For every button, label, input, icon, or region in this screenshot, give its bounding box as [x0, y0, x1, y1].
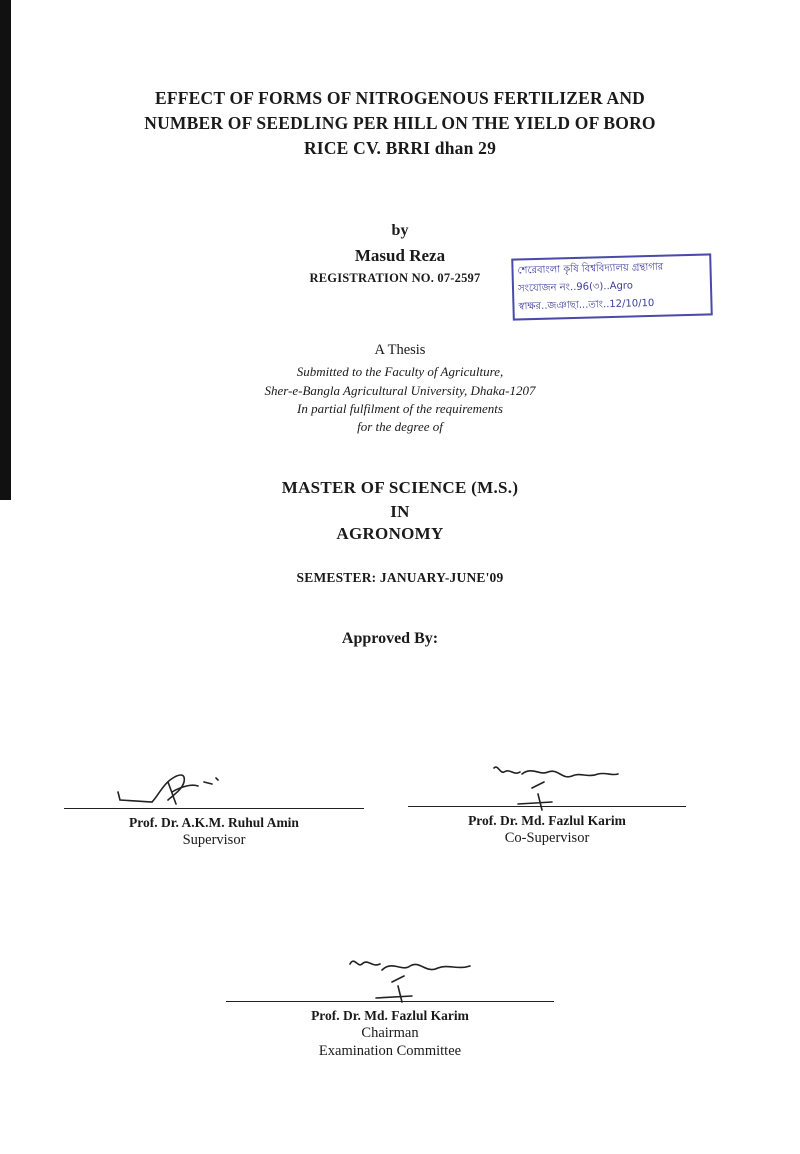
co-supervisor-name: Prof. Dr. Md. Fazlul Karim [468, 813, 626, 828]
thesis-label: A Thesis [374, 342, 426, 358]
chairman-role: Chairman [361, 1025, 419, 1041]
library-stamp [511, 253, 713, 320]
stamp-line-1: শেরেবাংলা কৃষি বিশ্ববিদ্যালয় গ্রন্থাগার [517, 261, 664, 277]
chairman-signature-line [226, 1001, 554, 1002]
submission-line-4: for the degree of [357, 419, 443, 434]
title-line-1: EFFECT OF FORMS OF NITROGENOUS FERTILIZER AND [154, 88, 646, 108]
co-supervisor-signature-line [408, 806, 686, 807]
supervisor-signature [112, 756, 242, 812]
degree-subject: AGRONOMY [336, 524, 444, 543]
co-supervisor-block [408, 806, 686, 847]
supervisor-name: Prof. Dr. A.K.M. Ruhul Amin [129, 815, 299, 830]
chairman-name: Prof. Dr. Md. Fazlul Karim [311, 1008, 469, 1023]
title-line-3: RICE CV. BRRI dhan 29 [303, 138, 497, 158]
degree-in: IN [390, 502, 410, 521]
author-name: Masud Reza [354, 246, 446, 265]
scan-edge [0, 0, 11, 500]
semester: SEMESTER: JANUARY-JUNE'09 [296, 570, 504, 585]
chairman-signature [342, 948, 492, 1006]
supervisor-block [64, 808, 364, 849]
supervisor-signature-line [64, 808, 364, 809]
co-supervisor-role: Co-Supervisor [504, 830, 590, 846]
thesis-title [60, 86, 740, 161]
stamp-line-3: স্বাক্ষর..জঞাছা...তাং..12/10/10 [518, 297, 655, 313]
supervisor-role: Supervisor [182, 832, 246, 848]
examination-committee-label: Examination Committee [318, 1043, 462, 1059]
stamp-line-2: সংযোজন নং..96(৩)..Agro [517, 280, 634, 295]
chairman-block [226, 1001, 554, 1060]
submission-line-3: In partial fulfilment of the requirements [297, 401, 503, 416]
submission-line-2: Sher-e-Bangla Agricultural University, Dhaka-1207 [264, 383, 536, 398]
approved-by-heading: Approved By: [341, 630, 439, 647]
registration-number: REGISTRATION NO. 07-2597 [309, 271, 481, 285]
by-label: by [391, 222, 409, 239]
degree-name: MASTER OF SCIENCE (M.S.) [281, 478, 519, 497]
title-line-2: NUMBER OF SEEDLING PER HILL ON THE YIELD OF BORO [144, 113, 656, 133]
submission-line-1: Submitted to the Faculty of Agriculture, [296, 364, 504, 379]
